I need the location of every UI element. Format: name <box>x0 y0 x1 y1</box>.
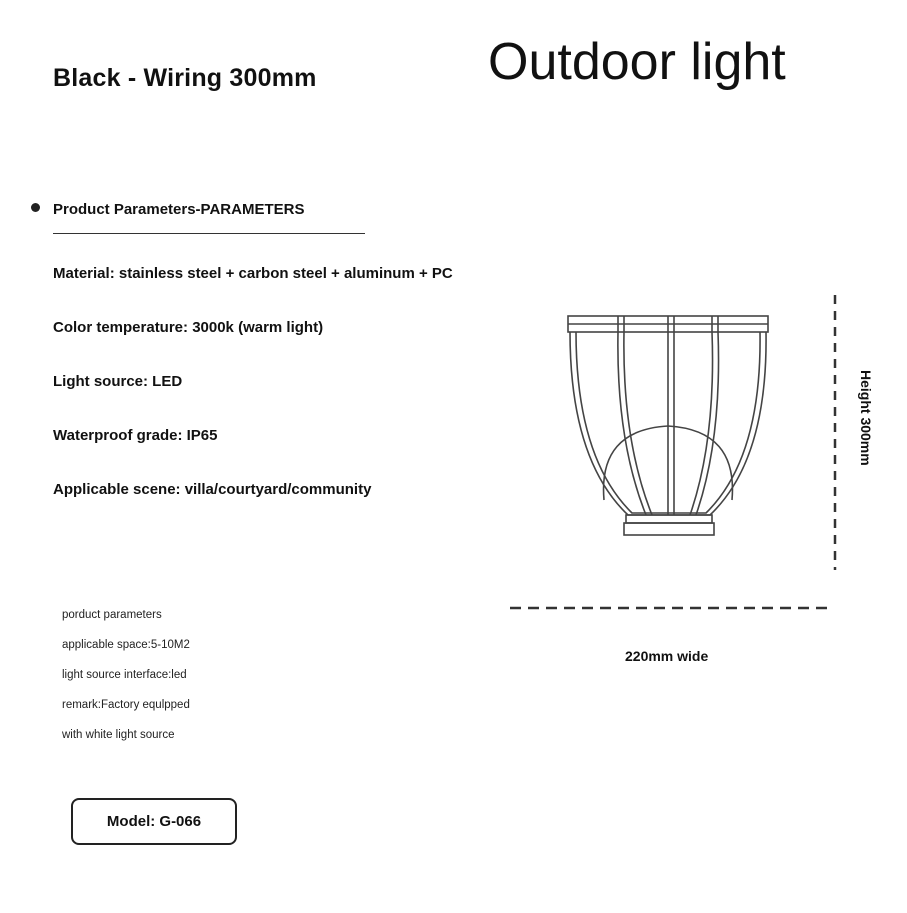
note-line: with white light source <box>62 729 175 741</box>
height-label: Height 300mm <box>858 370 874 466</box>
spec-material: Material: stainless steel + carbon steel + aluminum + PC <box>53 265 453 282</box>
width-label: 220mm wide <box>625 648 709 664</box>
note-line: remark:Factory equlpped <box>62 699 190 711</box>
note-line: porduct parameters <box>62 609 162 621</box>
product-title: Outdoor light <box>488 33 786 91</box>
note-line: light source interface:led <box>62 669 187 681</box>
lamp-drawing-icon <box>560 310 780 540</box>
spec-light-source: Light source: LED <box>53 373 183 390</box>
spec-color-temperature: Color temperature: 3000k (warm light) <box>53 319 324 336</box>
spec-waterproof: Waterproof grade: IP65 <box>53 427 218 444</box>
note-line: applicable space:5-10M2 <box>62 639 190 651</box>
variant-title: Black - Wiring 300mm <box>53 64 317 92</box>
spec-scene: Applicable scene: villa/courtyard/community <box>53 481 372 498</box>
section-title: Product Parameters-PARAMETERS <box>53 201 305 218</box>
model-label: Model: G-066 <box>106 813 202 830</box>
